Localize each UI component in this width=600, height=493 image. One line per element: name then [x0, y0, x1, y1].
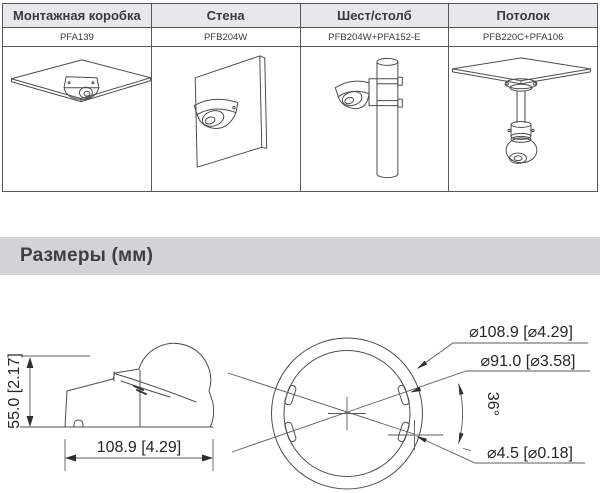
hole-angle-label: 36°	[484, 391, 501, 417]
accessory-title-pole: Шест/столб	[300, 4, 449, 28]
accessory-model-junction-box: PFA139	[3, 28, 152, 47]
accessory-title-ceiling: Потолок	[449, 4, 598, 28]
accessories-drawing-row	[3, 47, 598, 192]
accessory-model-wall: PFB204W	[151, 28, 300, 47]
dimensions-section-title: Размеры (мм)	[20, 245, 154, 266]
inner-diameter-label: ⌀91.0 [⌀3.58]	[480, 353, 576, 370]
side-view-height-dimension	[6, 353, 90, 429]
wall-mount-icon	[152, 47, 300, 191]
width-dimension-label: 108.9 [4.29]	[96, 439, 182, 456]
accessory-title-junction-box: Монтажная коробка	[3, 4, 152, 28]
hole-angle-callout	[459, 383, 501, 450]
dimensions-drawing	[0, 276, 600, 493]
outer-diameter-label: ⌀108.9 [⌀4.29]	[469, 324, 573, 341]
accessories-header-row	[3, 4, 598, 28]
mounting-accessories-table	[2, 3, 598, 192]
height-dimension-label: 55.0 [2.17]	[6, 353, 23, 429]
accessory-title-wall: Стена	[151, 4, 300, 28]
dimensions-section-band	[0, 237, 600, 275]
pole-mount-icon	[301, 47, 449, 191]
inner-diameter-callout	[410, 353, 590, 393]
ceiling-box-icon	[3, 47, 151, 191]
accessory-model-ceiling: PFB220C+PFA106	[449, 28, 598, 47]
camera-base-view	[228, 338, 466, 489]
side-view-width-dimension	[65, 439, 213, 471]
ceiling-pendant-icon	[449, 47, 597, 191]
accessory-model-pole: PFB204W+PFA152-E	[300, 28, 449, 47]
pole-mount-drawing	[300, 47, 449, 192]
accessories-model-row	[3, 28, 598, 47]
wall-mount-drawing	[151, 47, 300, 192]
hole-diameter-label: ⌀4.5 [⌀0.18]	[487, 445, 573, 462]
junction-box-mount-drawing	[3, 47, 152, 192]
hole-diameter-callout	[416, 436, 585, 463]
ceiling-pendant-mount-drawing	[449, 47, 598, 192]
